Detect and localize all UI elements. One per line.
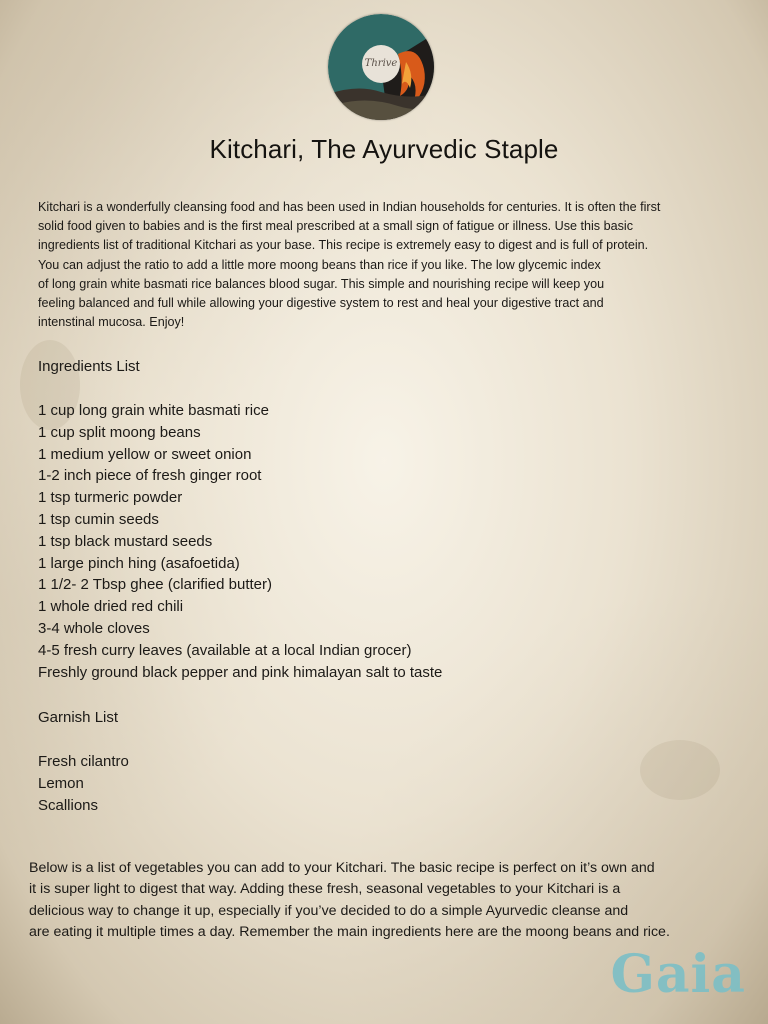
intro-line: of long grain white basmati rice balances blood sugar. This simple and nourishing recipe will keep you [38,276,605,291]
page-title: Kitchari, The Ayurvedic Staple [209,134,559,164]
outro-line: are eating it multiple times a day. Remember the main ingredients here are the moong beans and rice. [29,924,670,941]
paper-stain [640,740,720,800]
ingredient-item: 1 tsp black mustard seeds [38,532,213,550]
ingredient-item: 1 cup long grain white basmati rice [38,402,269,419]
intro-line: ingredients list of traditional Kitchari as your base. This recipe is extremely easy to digest and is full of protein. [38,238,649,253]
intro-line: Kitchari is a wonderfully cleansing food and has been used in Indian households for centuries. It is often the first [38,200,661,214]
intro-line: feeling balanced and full while allowing your digestive system to rest and heal your digestive tract and [38,296,604,311]
ingredient-item: Freshly ground black pepper and pink himalayan salt to taste [38,663,443,681]
ingredient-item: 3-4 whole cloves [38,619,150,637]
ingredient-item: 1 tsp cumin seeds [38,510,159,528]
outro-line: Below is a list of vegetables you can add to your Kitchari. The basic recipe is perfect on it’s own and [29,860,655,876]
ingredient-item: 1 whole dried red chili [38,598,184,616]
intro-line: solid food given to babies and is the first meal prescribed at a small sign of fatigue or illness. Use this basic [38,219,634,234]
thrive-logo [328,14,434,120]
ingredient-item: 1 tsp turmeric powder [38,489,183,507]
vegetables-paragraph [29,858,759,944]
intro-paragraph [38,198,750,332]
thrive-logo-text: Thrive [364,58,398,69]
intro-line: You can adjust the ratio to add a little more moong beans than rice if you like. The low glycemic index [38,257,601,272]
ingredients-heading: Ingredients List [38,358,140,375]
ingredient-item: 4-5 fresh curry leaves (available at a local Indian grocer) [38,641,412,659]
garnish-item: Scallions [38,796,99,814]
ingredients-list [38,400,442,683]
garnish-heading: Garnish List [38,709,119,726]
ingredient-item: 1-2 inch piece of fresh ginger root [38,467,262,485]
ingredient-item: 1 large pinch hing (asafoetida) [38,554,240,572]
ingredient-item: 1 cup split moong beans [38,423,201,441]
garnish-item: Fresh cilantro [38,753,129,770]
outro-line: it is super light to digest that way. Adding these fresh, seasonal vegetables to your Kitchari is a [29,881,621,898]
intro-line: intenstinal mucosa. Enjoy! [38,315,185,330]
garnish-list [38,751,129,816]
gaia-logo: Gaia [610,944,746,1005]
outro-line: delicious way to change it up, especially if you’ve decided to do a simple Ayurvedic cleanse and [29,902,629,919]
garnish-item: Lemon [38,774,84,792]
ingredient-item: 1 1/2- 2 Tbsp ghee (clarified butter) [38,576,273,594]
ingredient-item: 1 medium yellow or sweet onion [38,445,252,463]
